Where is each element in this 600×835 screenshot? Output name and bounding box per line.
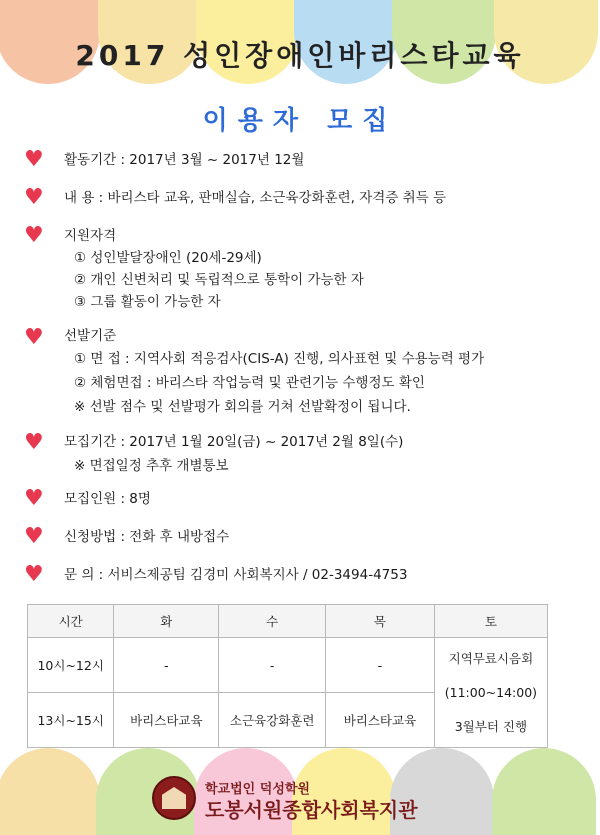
selection-item: ② 체험면접 : 바리스타 작업능력 및 관련기능 수행정도 확인 bbox=[74, 375, 425, 391]
heart-icon: ♥ bbox=[24, 562, 44, 587]
selection-item: ① 면 접 : 지역사회 적응검사(CIS-A) 진행, 의사표현 및 수용능력 평가 bbox=[74, 351, 485, 367]
page-title: 2017 성인장애인바리스타교육 bbox=[75, 39, 525, 72]
table-cell: - bbox=[114, 638, 219, 693]
table-cell: - bbox=[326, 638, 435, 693]
saturday-time: (11:00~14:00) bbox=[444, 684, 538, 700]
heart-icon: ♥ bbox=[24, 147, 44, 172]
eligibility-item: ③ 그룹 활동이 가능한 자 bbox=[74, 294, 221, 310]
table-cell: - bbox=[219, 638, 326, 693]
selection-note: ※ 선발 점수 및 선발평가 회의를 거쳐 선발확정이 됩니다. bbox=[74, 399, 411, 415]
recruit-period-note: ※ 면접일정 추후 개별통보 bbox=[74, 458, 229, 474]
header-cell-thu: 목 bbox=[326, 605, 435, 638]
footer-org-line1: 학교법인 덕성학원 bbox=[205, 782, 310, 797]
heart-icon: ♥ bbox=[24, 325, 44, 350]
eligibility-item: ① 성인발달장애인 (20세-29세) bbox=[74, 250, 262, 266]
table-cell: 바리스타교육 bbox=[326, 693, 435, 748]
building-icon bbox=[162, 787, 186, 809]
heart-icon: ♥ bbox=[24, 223, 44, 248]
heart-icon: ♥ bbox=[24, 185, 44, 210]
saturday-start: 3월부터 진행 bbox=[454, 718, 528, 734]
selection-heading: 선발기준 bbox=[64, 328, 117, 344]
header-cell-sat: 토 bbox=[434, 605, 547, 638]
contact-line: 문 의 : 서비스제공팀 김경미 사회복지사 / 02-3494-4753 bbox=[64, 567, 408, 583]
table-header-row bbox=[28, 605, 548, 638]
decor-arc bbox=[492, 748, 596, 835]
schedule-table bbox=[27, 604, 548, 748]
heart-icon: ♥ bbox=[24, 430, 44, 455]
apply-method-line: 신청방법 : 전화 후 내방접수 bbox=[64, 529, 230, 545]
saturday-event: 지역무료시음회 bbox=[448, 650, 534, 666]
footer-org-line2: 도봉서원종합사회복지관 bbox=[205, 798, 418, 822]
content-line: 내 용 : 바리스타 교육, 판매실습, 소근육강화훈련, 자격증 취득 등 bbox=[64, 190, 447, 206]
decor-arc bbox=[0, 748, 100, 835]
table-cell: 소근육강화훈련 bbox=[219, 693, 326, 748]
table-row bbox=[28, 638, 548, 693]
recruit-period-line: 모집기간 : 2017년 1월 20일(금) ~ 2017년 2월 8일(수) bbox=[64, 434, 404, 450]
heart-icon: ♥ bbox=[24, 524, 44, 549]
eligibility-item: ② 개인 신변처리 및 독립적으로 통학이 가능한 자 bbox=[74, 272, 364, 288]
saturday-cell bbox=[434, 638, 547, 748]
organization-logo bbox=[152, 776, 196, 820]
eligibility-heading: 지원자격 bbox=[64, 228, 117, 244]
heart-icon: ♥ bbox=[24, 486, 44, 511]
period-line: 활동기간 : 2017년 3월 ~ 2017년 12월 bbox=[64, 152, 305, 168]
header-cell-tue: 화 bbox=[114, 605, 219, 638]
time-cell: 10시~12시 bbox=[28, 638, 114, 693]
page-subtitle: 이용자 모집 bbox=[202, 106, 398, 136]
time-cell: 13시~15시 bbox=[28, 693, 114, 748]
table-cell: 바리스타교육 bbox=[114, 693, 219, 748]
recruit-count-line: 모집인원 : 8명 bbox=[64, 491, 151, 507]
header-cell-time: 시간 bbox=[28, 605, 114, 638]
header-cell-wed: 수 bbox=[219, 605, 326, 638]
